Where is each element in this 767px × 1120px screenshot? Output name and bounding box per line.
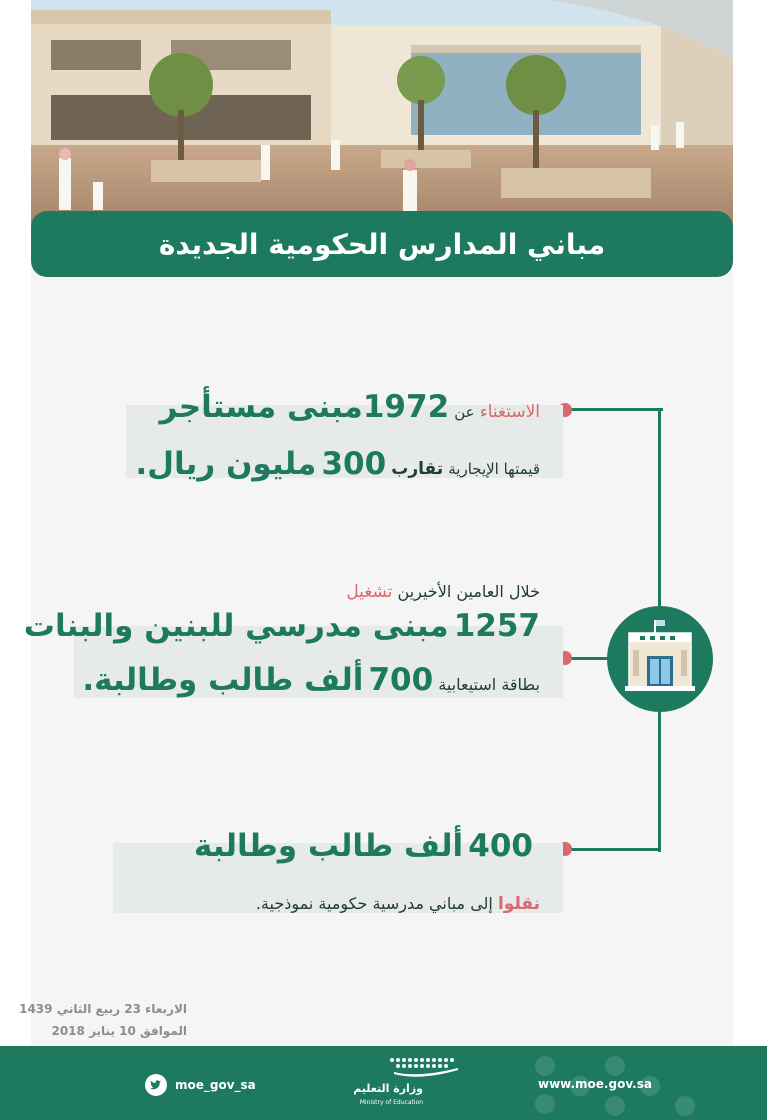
connector-top-horizontal xyxy=(571,408,663,411)
stat2-capacity: 700 xyxy=(368,662,434,698)
stat1-unit: مليون ريال. xyxy=(135,446,317,482)
ministry-english: Ministry of Education xyxy=(359,1099,423,1106)
date-gregorian: الموافق 10 يناير 2018 xyxy=(51,1024,187,1038)
stat3-line2 xyxy=(256,894,540,914)
school-courtyard-image xyxy=(31,0,733,225)
stat3-line1 xyxy=(194,828,533,864)
stat3-moved: إلى مباني مدرسية حكومية نموذجية. xyxy=(255,894,493,913)
page-title: مباني المدارس الحكومية الجديدة xyxy=(158,227,606,261)
stat1-prefix-red: الاستغناء xyxy=(479,402,540,422)
stat2-line3-pre: بطاقة استيعابية xyxy=(438,675,540,694)
school-building-icon xyxy=(607,606,713,712)
stat2-line3 xyxy=(82,662,540,698)
stat3-label: ألف طالب وطالبة xyxy=(193,828,464,864)
stat1-line2 xyxy=(135,446,540,482)
stat2-intro-red: تشغيل xyxy=(346,582,393,602)
stat3-number: 400 xyxy=(468,828,533,864)
stat2-intro: خلال العامين الأخيرين xyxy=(397,582,540,601)
stat2-number: 1257 xyxy=(453,608,540,644)
stat2-line1 xyxy=(24,608,540,644)
connector-vertical-upper xyxy=(658,408,661,608)
twitter-handle: moe_gov_sa xyxy=(175,1078,256,1092)
twitter-link[interactable] xyxy=(145,1074,256,1096)
stat2-intro-line xyxy=(346,582,540,602)
connector-vertical-lower xyxy=(658,710,661,852)
moe-logo-icon xyxy=(388,1054,468,1078)
stat1-line2-pre: قيمتها الإيجارية xyxy=(448,460,540,478)
infographic-card xyxy=(19,0,733,1046)
stat1-number: 1972 xyxy=(362,389,450,425)
footer-bar xyxy=(0,1046,767,1120)
stat3-moved-red: نقلوا xyxy=(497,894,540,914)
title-banner xyxy=(31,211,733,277)
stat1-line2-bold: تقارب xyxy=(391,459,444,479)
stat1-amount: 300 xyxy=(321,446,387,482)
ministry-arabic: وزارة التعليم xyxy=(353,1082,423,1095)
website-link[interactable]: www.moe.gov.sa xyxy=(538,1077,652,1091)
school-icon-circle xyxy=(607,606,713,712)
date-hijri: الاربعاء 23 ربيع الثاني 1439 xyxy=(19,1002,187,1016)
stat2-capacity-label: ألف طالب وطالبة. xyxy=(82,662,364,698)
stat1-prefix: عن xyxy=(454,403,475,421)
twitter-icon xyxy=(145,1074,167,1096)
stat1-line1 xyxy=(160,389,540,425)
connector-bottom-horizontal xyxy=(571,848,661,851)
stat2-label: مبنى مدرسي للبنين والبنات xyxy=(23,608,449,644)
moe-logo xyxy=(350,1052,460,1114)
stat1-label: مبنى مستأجر xyxy=(159,389,363,425)
